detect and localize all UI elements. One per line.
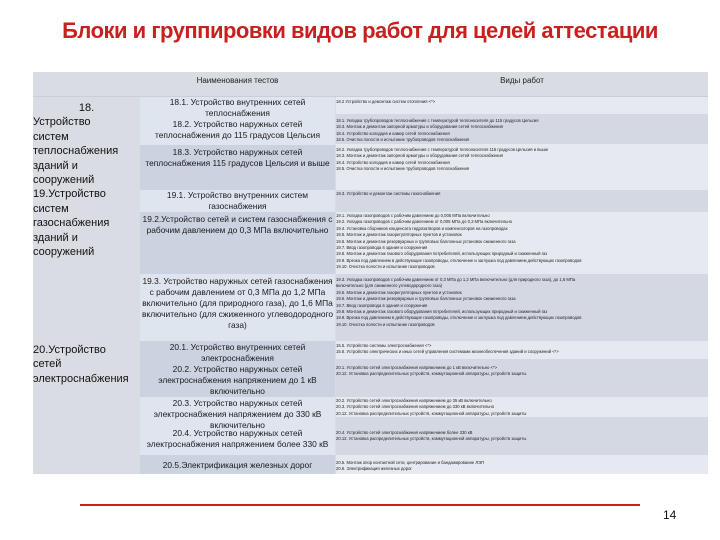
work-item: 19.5. Монтаж и демонтаж газорегуляторных пунктов и установок xyxy=(336,289,462,295)
work-item: 18.2. Укладка трубопроводов теплоснабжения с температурой теплоносителя 115 градусов Цельсия и выше xyxy=(336,147,549,152)
work-item: 19.9. Врезка под давлением в действующие газопроводы, отключение и заглушка под давлением действующих газопроводов xyxy=(336,257,582,263)
work-item: 18.3. Монтаж и демонтаж запорной арматуры и оборудования сетей теплоснабжения xyxy=(336,153,503,159)
group-20 xyxy=(33,343,140,386)
group-line: систем xyxy=(33,130,69,143)
group-line: электроснабжения xyxy=(33,372,129,385)
group-line: сооружений xyxy=(33,174,95,187)
work-item: 20.12. Установка распределительных устройств, коммутационной аппаратуры, устройств защиты xyxy=(336,436,527,442)
group-line: 18. xyxy=(78,102,95,114)
slide-title: Блоки и группировки видов работ для целей аттестации xyxy=(62,18,658,43)
works-block-10 xyxy=(336,430,706,443)
works-block-6 xyxy=(336,277,706,328)
test-20-4: 20.4. Устройство наружных сетей электроснабжения напряжением более 330 кВ xyxy=(146,428,329,449)
work-item: 18.1. Укладка трубопроводов теплоснабжения с температурой теплоносителя до 115 градусов Цельсия xyxy=(336,118,539,123)
work-item: 19.10. Очистка полости и испытание газопроводов xyxy=(336,321,435,327)
work-item: 19.8. Монтаж и демонтаж газового оборудования потребителей, использующих природный и сжиженный газ xyxy=(336,309,548,315)
group-line: систем xyxy=(33,202,69,215)
test-19-1: 19.1. Устройство внутренних систем газоснабжения xyxy=(166,190,309,211)
work-item: 20.4. Устройство сетей электроснабжения напряжением более 330 кВ xyxy=(336,430,473,435)
works-block-1 xyxy=(336,99,706,105)
work-item: 20.5. Монтаж опор контактной сети, центрирование и бандажирование ЛЭП xyxy=(336,460,485,465)
work-item: 19.7. Ввод газопровода в здания и сооружения xyxy=(336,245,428,251)
work-item: 19.9. Врезка под давлением в действующие газопроводы, отключение и заглушка под давлением действующих газопроводов xyxy=(336,315,582,321)
group-line: 20.Устройство xyxy=(33,344,106,356)
works-block-2 xyxy=(336,118,706,144)
work-item: 19.5. Монтаж и демонтаж газорегуляторных пунктов и установок xyxy=(336,232,462,238)
test-20-5: 20.5.Электрификация железных дорог xyxy=(162,460,313,470)
footer-rule xyxy=(80,504,640,506)
test-19-2: 19.2.Устройство сетей и систем газоснабжения с рабочим давлением до 0,3 МПа включительно xyxy=(142,214,333,235)
works-block-9 xyxy=(336,398,706,417)
work-item: 19.3. Устройство и демонтаж системы газоснабжения xyxy=(336,191,441,196)
group-line: сетей xyxy=(33,358,62,371)
work-item: 18.5. Очистка полости и испытание трубопроводов теплоснабжения xyxy=(336,166,470,172)
work-item: 19.10. Очистка полости и испытание газопроводов xyxy=(336,264,435,270)
work-item: 19.3. Укладка газопроводов с рабочим давлением от 0,3 МПа до 1,2 МПа включительно (для природного газа), до 1,6 МПа xyxy=(336,277,576,282)
group-line: газоснабжения xyxy=(33,217,110,230)
work-item: 18.3. Монтаж и демонтаж запорной арматуры и оборудования сетей теплоснабжения xyxy=(336,124,503,130)
work-item: 19.1. Укладка газопроводов с рабочим давлением до 0,005 МПа включительно xyxy=(336,213,490,218)
group-line: Устройство xyxy=(33,116,91,129)
table-divider xyxy=(33,96,708,97)
group-line: 19.Устройство xyxy=(33,188,106,201)
test-20-3: 20.3. Устройство наружных сетей электроснабжения напряжением до 330 кВ включительно xyxy=(153,398,322,430)
test-18-3: 18.3. Устройство наружных сетей теплоснабжения 115 градусов Цельсия и выше xyxy=(145,147,330,168)
group-line: сооружений xyxy=(33,246,95,259)
work-item: 15.6. Устройство электрических и иных сетей управления системами жизнеобеспечения зданий и сооружений <*> xyxy=(336,349,559,355)
work-item: 18.4. Устройство колодцев и камер сетей теплоснабжения xyxy=(336,130,450,136)
work-item: 18.2 Устройство и демонтаж систем отопления <*> xyxy=(336,99,436,104)
work-item: 19.8. Монтаж и демонтаж газового оборудования потребителей, использующих природный и сжиженный газ xyxy=(336,251,548,257)
work-item: 19.6. Монтаж и демонтаж резервуарных и групповых баллонных установок сжиженного газа xyxy=(336,296,516,302)
works-block-5 xyxy=(336,213,706,271)
group-line: зданий и xyxy=(33,159,78,172)
work-item: 18.4. Устройство колодцев и камер сетей теплоснабжения xyxy=(336,159,450,165)
page-number: 14 xyxy=(663,508,677,522)
work-item: 20.12. Установка распределительных устройств, коммутационной аппаратуры, устройств защиты xyxy=(336,410,527,416)
test-18-2: 18.2. Устройство наружных сетей теплоснабжения до 115 градусов Цельсия xyxy=(154,119,320,140)
works-block-11 xyxy=(336,460,706,473)
group-line: теплоснабжения xyxy=(33,145,119,158)
work-item: 20.6. Электрификация железных дорог xyxy=(336,466,412,472)
group-line: зданий и xyxy=(33,231,78,244)
work-item: 20.2. Устройство сетей электроснабжения напряжением до 35 кВ включительно xyxy=(336,398,492,403)
work-item: включительно (для сжиженного углеводородного газа) xyxy=(336,283,443,289)
work-item: 15.5. Устройство системы электроснабжения <*> xyxy=(336,343,432,348)
test-20-1: 20.1. Устройство внутренних сетей электроснабжения xyxy=(169,342,306,363)
works-block-8 xyxy=(336,365,706,378)
work-item: 20.12. Установка распределительных устройств, коммутационной аппаратуры, устройств защиты xyxy=(336,371,527,377)
work-item: 19.6. Монтаж и демонтаж резервуарных и групповых баллонных установок сжиженного газа xyxy=(336,238,516,244)
work-item: 20.1. Устройство сетей электроснабжения напряжением до 1 кВ включительно <*> xyxy=(336,365,498,370)
work-item: 20.3. Устройство сетей электроснабжения напряжением до 330 кВ включительно xyxy=(336,404,495,410)
works-block-7 xyxy=(336,343,706,356)
work-item: 19.2. Укладка газопроводов с рабочим давлением от 0,005 МПа до 0,3 МПа включительно xyxy=(336,219,512,225)
works-block-4 xyxy=(336,191,706,197)
work-item: 18.5. Очистка полости и испытание трубопроводов теплоснабжения xyxy=(336,137,470,143)
work-item: 19.7. Ввод газопровода в здания и сооружения xyxy=(336,302,428,308)
work-item: 19.4. Установка сборников конденсата гидрозатворов и компенсаторов на газопроводах xyxy=(336,225,508,231)
test-20-2: 20.2. Устройство наружных сетей электроснабжения напряжением до 1 кВ включительно xyxy=(158,364,317,396)
test-18-1: 18.1. Устройство внутренних сетей теплоснабжения xyxy=(169,97,306,118)
header-tests: Наименования тестов xyxy=(196,76,279,85)
works-block-3 xyxy=(336,147,706,173)
group-18-19 xyxy=(33,101,140,259)
header-works: Виды работ xyxy=(500,76,544,85)
test-19-3: 19.3. Устройство наружных сетей газоснабжения с рабочим давлением от 0,3 МПа до 1,2 МПа включительно (для природного газа), до 1,6 МПа включительно (для сжиженного углеводородного газа) xyxy=(141,276,334,330)
